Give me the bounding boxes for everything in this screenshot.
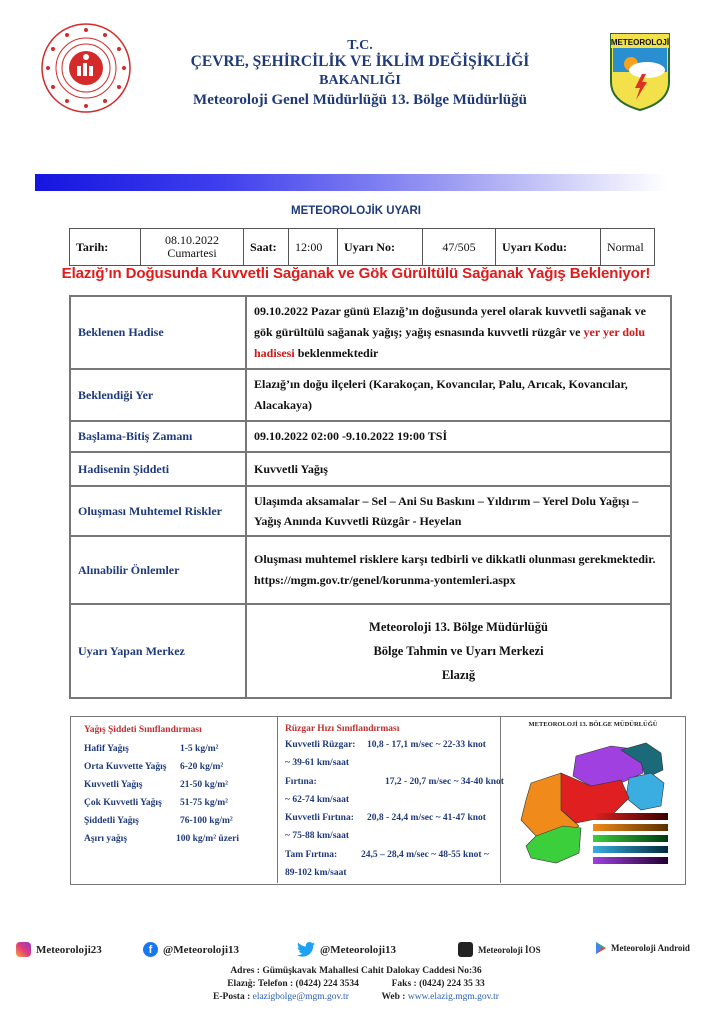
web-label: Web :: [381, 992, 406, 1002]
wind-class-cont: ~ 62-74 km/saat: [285, 794, 350, 805]
android-app-link[interactable]: [596, 942, 690, 954]
measures-text: Oluşması muhtemel risklere karşı tedbirli ve dikkatli olunması gerekmektedir.: [254, 552, 656, 566]
day: Cumartesi: [167, 246, 217, 260]
wind-class-row: [285, 736, 501, 754]
wind-class-row: [285, 809, 501, 827]
phone-value: (0424) 224 3534: [295, 979, 359, 989]
ios-app-link[interactable]: [458, 942, 541, 957]
rain-class-row: [84, 776, 276, 794]
risks-value: Ulaşımda aksamalar – Sel – Ani Su Baskını – Yıldırım – Yerel Dolu Yağışı – Yağış Anında Kuvvetli Rüzgâr - Heyelan: [246, 486, 671, 536]
time-range-value: 09.10.2022 02:00 -9.10.2022 19:00 TSİ: [246, 421, 671, 452]
wind-class-name: Kuvvetli Fırtına:: [285, 813, 354, 824]
rain-classification: [70, 716, 276, 883]
email-link[interactable]: elazigbolge@mgm.gov.tr: [252, 992, 349, 1002]
wind-class-name: Fırtına:: [285, 776, 317, 787]
rain-class-value: 1-5 kg/m²: [180, 744, 219, 754]
event-text: 09.10.2022 Pazar günü Elazığ’ın doğusunda yerel olarak kuvvetli sağanak ve gök gürültülü sağanak yağış; yağış esnasında kuvvetli rüzgâr ve: [254, 304, 646, 339]
rain-class-row: [84, 812, 276, 830]
rain-class-name: Çok Kuvvetli Yağış: [84, 798, 162, 808]
apple-icon: [458, 942, 473, 957]
ios-app-label: Meteoroloji İOS: [478, 944, 541, 955]
event-label: Beklenen Hadise: [70, 296, 246, 369]
rain-class-row: [84, 830, 276, 848]
rain-class-row: [84, 758, 276, 776]
android-app-label: Meteoroloji Android: [611, 943, 690, 953]
meteoroloji-shield-logo: [609, 32, 671, 112]
wind-class-cont: 89-102 km/saat: [285, 868, 347, 879]
rain-class-name: Orta Kuvvette Yağış: [84, 762, 167, 772]
issuer-label: Uyarı Yapan Merkez: [70, 604, 246, 698]
measures-link[interactable]: https://mgm.gov.tr/genel/korunma-yontemleri.aspx: [254, 573, 516, 587]
wind-class-value: 10,8 - 17,1 m/sec ~ 22-33 knot: [367, 740, 486, 750]
date: 08.10.2022: [165, 233, 219, 247]
date-label: Tarih:: [70, 229, 141, 266]
map-legend: [593, 813, 668, 864]
warning-info-table: [69, 228, 655, 266]
rain-class-name: Hafif Yağış: [84, 744, 129, 754]
rain-class-value: 21-50 kg/m²: [180, 780, 228, 790]
document-title: METEOROLOJİK UYARI: [291, 205, 421, 217]
wind-class-cont: ~ 39-61 km/saat: [285, 758, 350, 769]
time-range-label: Başlama-Bitiş Zamanı: [70, 421, 246, 452]
svg-text:METEOROLOJİ: METEOROLOJİ: [610, 38, 670, 47]
rain-class-value: 100 kg/m² üzeri: [176, 834, 240, 844]
rain-classification-title: Yağış Şiddeti Sınıflandırması: [84, 725, 202, 735]
wind-class-name: Kuvvetli Rüzgar:: [285, 740, 356, 750]
wind-class-value: 17,2 - 20,7 m/sec ~ 34-40 knot: [385, 776, 504, 787]
phone-label: Elazığ: Telefon :: [227, 979, 294, 989]
facebook-handle: @Meteoroloji13: [163, 943, 240, 956]
risks-label: Oluşması Muhtemel Riskler: [70, 486, 246, 536]
measures-value: [246, 536, 671, 604]
time-value: 12:00: [289, 229, 338, 266]
web-link[interactable]: www.elazig.mgm.gov.tr: [407, 992, 499, 1002]
wind-class-value: 20,8 - 24,4 m/sec ~ 41-47 knot: [367, 813, 486, 824]
twitter-link[interactable]: [297, 942, 396, 957]
ministry-seal-logo: [40, 22, 132, 114]
facebook-icon: f: [143, 942, 158, 957]
place-label: Beklendiği Yer: [70, 369, 246, 421]
rain-class-name: Şiddetli Yağış: [84, 816, 139, 826]
severity-label: Hadisenin Şiddeti: [70, 452, 246, 486]
rain-class-name: Aşırı yağış: [84, 834, 128, 844]
wind-class-cont: ~ 75-88 km/saat: [285, 831, 350, 842]
region-map-panel: [500, 716, 685, 883]
footer-phone: [0, 979, 712, 989]
address-value: : Gümüşkavak Mahallesi Cahit Dalokay Caddesi No:36: [256, 966, 482, 976]
header-directorate: Meteoroloji Genel Müdürlüğü 13. Bölge Müdürlüğü: [193, 92, 527, 108]
rain-class-value: 51-75 kg/m²: [180, 798, 228, 808]
footer-contact: [0, 992, 712, 1002]
region-map-title: METEOROLOJİ 13. BÖLGE MÜDÜRLÜĞÜ: [528, 721, 658, 728]
address-label: Adres: [230, 966, 255, 976]
wind-classification: [277, 716, 504, 883]
rain-class-name: Kuvvetli Yağış: [84, 780, 143, 790]
warning-no-value: 47/505: [423, 229, 496, 266]
date-value: [141, 229, 244, 266]
event-text-end: beklenmektedir: [294, 346, 379, 360]
issuer-line-2: Bölge Tahmin ve Uyarı Merkezi: [373, 644, 544, 658]
wind-class-name: Tam Fırtına:: [285, 849, 338, 860]
footer-address: [0, 966, 712, 976]
instagram-handle: Meteoroloji23: [36, 943, 102, 956]
header-tc: T.C.: [347, 38, 373, 53]
issuer-line-3: Elazığ: [441, 668, 476, 682]
fax-value: : (0424) 224 35 33: [413, 979, 485, 989]
warning-headline: Elazığ’ın Doğusunda Kuvvetli Sağanak ve Gök Gürültülü Sağanak Yağış Bekleniyor!: [61, 265, 651, 282]
instagram-link[interactable]: [16, 942, 102, 957]
fax-label: Faks: [391, 979, 412, 989]
wind-class-value: 24,5 – 28,4 m/sec ~ 48-55 knot ~: [361, 849, 489, 860]
facebook-link[interactable]: [143, 942, 239, 957]
header-ministry-cont: BAKANLIĞI: [319, 73, 401, 88]
google-play-icon: [596, 942, 606, 954]
place-value: Elazığ’ın doğu ilçeleri (Karakoçan, Kovancılar, Palu, Arıcak, Kovancılar, Alacakaya): [246, 369, 671, 421]
header-ministry: ÇEVRE, ŞEHİRCİLİK VE İKLİM DEĞİŞİKLİĞİ: [190, 53, 530, 70]
time-label: Saat:: [244, 229, 289, 266]
header-gradient-band: [35, 174, 667, 191]
wind-class-row: [285, 773, 504, 791]
rain-class-value: 6-20 kg/m²: [180, 762, 224, 772]
hail-highlight: yer yer dolu hadisesi: [254, 325, 646, 360]
issuer-line-1: Meteoroloji 13. Bölge Müdürlüğü: [369, 620, 548, 634]
warning-details-table: [69, 295, 672, 699]
issuer-value: [246, 604, 671, 698]
wind-class-row: [285, 846, 501, 864]
region-map: [501, 728, 685, 878]
event-value: [246, 296, 671, 369]
measures-label: Alınabilir Önlemler: [70, 536, 246, 604]
email-label: E-Posta :: [213, 992, 251, 1002]
warning-code-value: Normal: [601, 229, 655, 266]
warning-code-label: Uyarı Kodu:: [496, 229, 601, 266]
severity-value: Kuvvetli Yağış: [246, 452, 671, 486]
warning-no-label: Uyarı No:: [338, 229, 423, 266]
rain-class-row: [84, 794, 276, 812]
rain-class-row: [84, 740, 276, 758]
wind-classification-title: Rüzgar Hızı Sınıflandırması: [285, 724, 400, 734]
twitter-handle: @Meteoroloji13: [320, 943, 397, 956]
twitter-icon: [297, 942, 315, 957]
rain-class-value: 76-100 kg/m²: [180, 816, 233, 826]
instagram-icon: [16, 942, 31, 957]
